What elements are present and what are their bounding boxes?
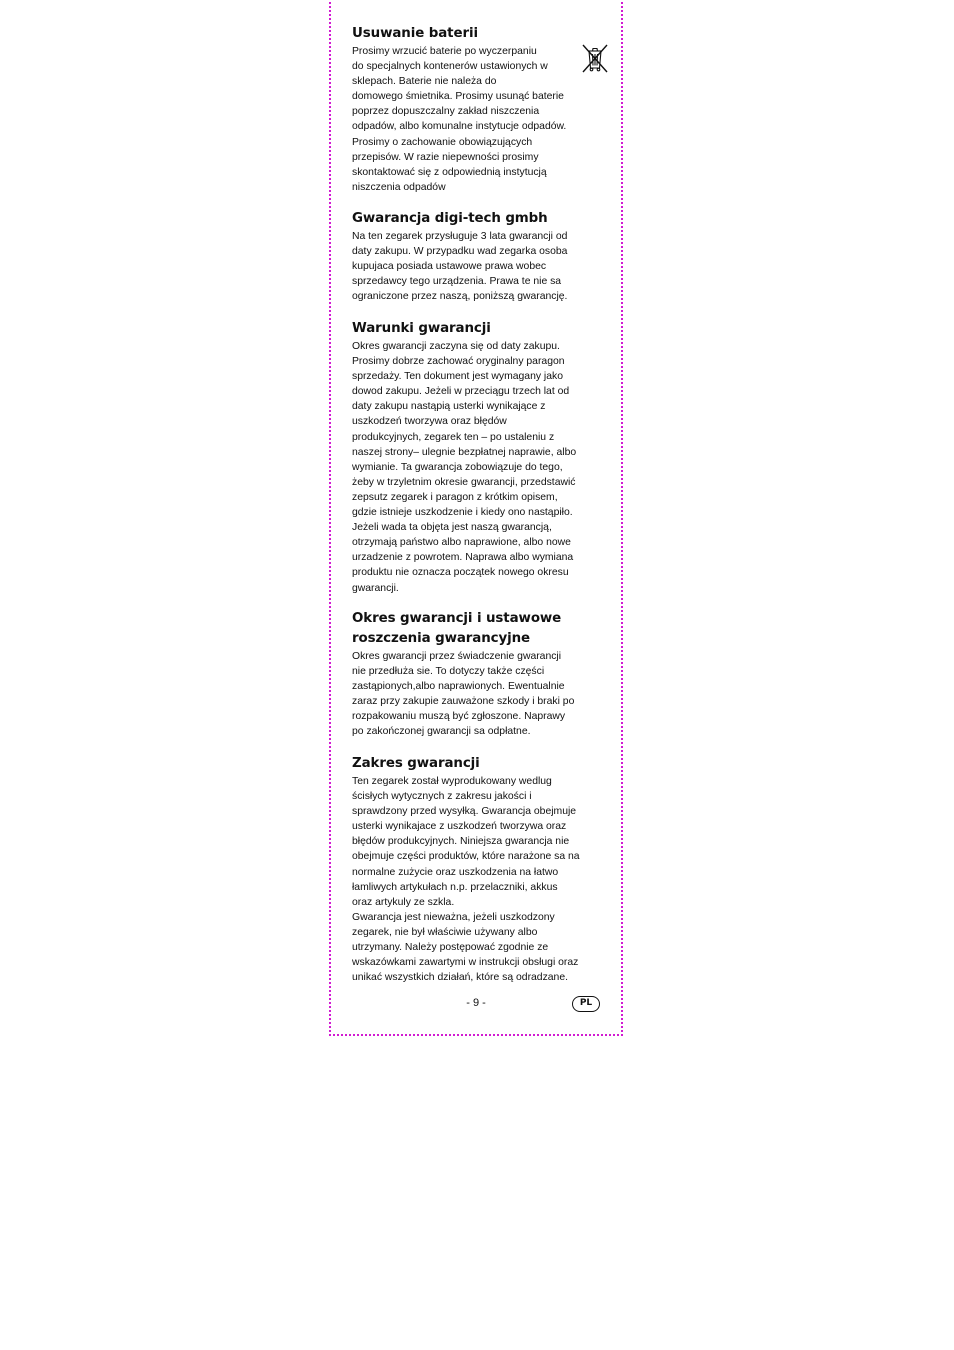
- section-body: Ten zegarek został wyprodukowany wedlug ścisłych wytycznych z zakresu jakości i sprawdzony przed wysyłką. Gwarancja obejmuje usterki wynikajace z uszkodzeń tworzywa oraz błędów produkcyjnych. Niniejsza gwarancja nie obejmuje części produktów, które narażone sa na normalne zużycie oraz uszkodzenia na łatwo łamliwych artykułach n.p. przelaczniki, akkus oraz artykuly ze szkla. Gwarancja jest nieważna, jeżeli uszkodzony zegarek, nie był właściwie używany albo utrzymany. Należy postępować zgodnie ze wskazówkami zawartymi w instrukcji obsługi oraz unikać wszystkich działań, które są odradzane.: [352, 776, 580, 984]
- section-warranty: [352, 209, 567, 304]
- section-battery-disposal: [352, 24, 566, 195]
- section-heading: Warunki gwarancji: [352, 321, 491, 336]
- section-heading: Usuwanie baterii: [352, 26, 478, 41]
- section-warranty-conditions: [352, 319, 576, 596]
- section-body: Okres gwarancji przez świadczenie gwarancji nie przedłuża sie. To dotyczy także części zastąpionych,albo naprawionych. Ewentualnie zaraz przy zakupie zauważone szkody i braki po rozpakowaniu muszą być zgłoszone. Naprawy po zakończonej gwarancji sa odpłatne.: [352, 651, 575, 738]
- section-warranty-period: [352, 609, 574, 740]
- page-number: - 9 -: [466, 997, 486, 1009]
- section-heading: Zakres gwarancji: [352, 756, 480, 771]
- section-body: Okres gwarancji zaczyna się od daty zakupu. Prosimy dobrze zachować oryginalny paragon sprzedaży. Ten dokument jest wymagany jako dowod zakupu. Jeżeli w przeciągu trzech lat od daty zakupu nastąpią usterki wynikające z uszkodzeń tworzywa oraz błędów produkcyjnych, zegarek ten – po ustaleniu z naszej strony– ulegnie bezpłatnej naprawie, albo wymianie. Ta gwarancja zobowiązuje do tego, żeby w trzyletnim okresie gwarancji, przedstawić zepsutz zegarek i paragon z krótkim opisem, gdzie istnieje uszkodzenie i kiedy ono nastąpiło. Jeżeli wada ta objęta jest naszą gwarancją, otrzymają państwo albo naprawione, albo nowe urzadzenie z powrotem. Naprawa albo wymiana produktu nie oznacza początek nowego okresu gwarancji.: [352, 341, 577, 594]
- section-warranty-scope: [352, 754, 580, 985]
- section-body: Prosimy wrzucić baterie po wyczerpaniu do specjalnych kontenerów ustawionych w sklepach. Baterie nie należa do domowego śmietnika. Prosimy usunąć baterie poprzez dopuszczalny zakład niszczenia odpadów, albo komunalne instytucje odpadów. Prosimy o zachowanie obowiązujących przepisów. W razie niepewności prosimy skontaktować się z odpowiednią instytucją niszczenia odpadów: [352, 46, 567, 193]
- section-body: Na ten zegarek przysługuje 3 lata gwarancji od daty zakupu. W przypadku wad zegarka osoba kupujaca posiada ustawowe prawa wobec sprzedawcy tego urządzenia. Prawa te nie sa ograniczone przez naszą, poniższą gwarancję.: [352, 231, 568, 303]
- language-badge: PL: [572, 996, 600, 1012]
- crossed-out-bin-icon: [580, 42, 610, 74]
- section-heading: Gwarancja digi-tech gmbh: [352, 211, 548, 226]
- section-heading: Okres gwarancji i ustawowe roszczenia gwarancyjne: [352, 611, 562, 646]
